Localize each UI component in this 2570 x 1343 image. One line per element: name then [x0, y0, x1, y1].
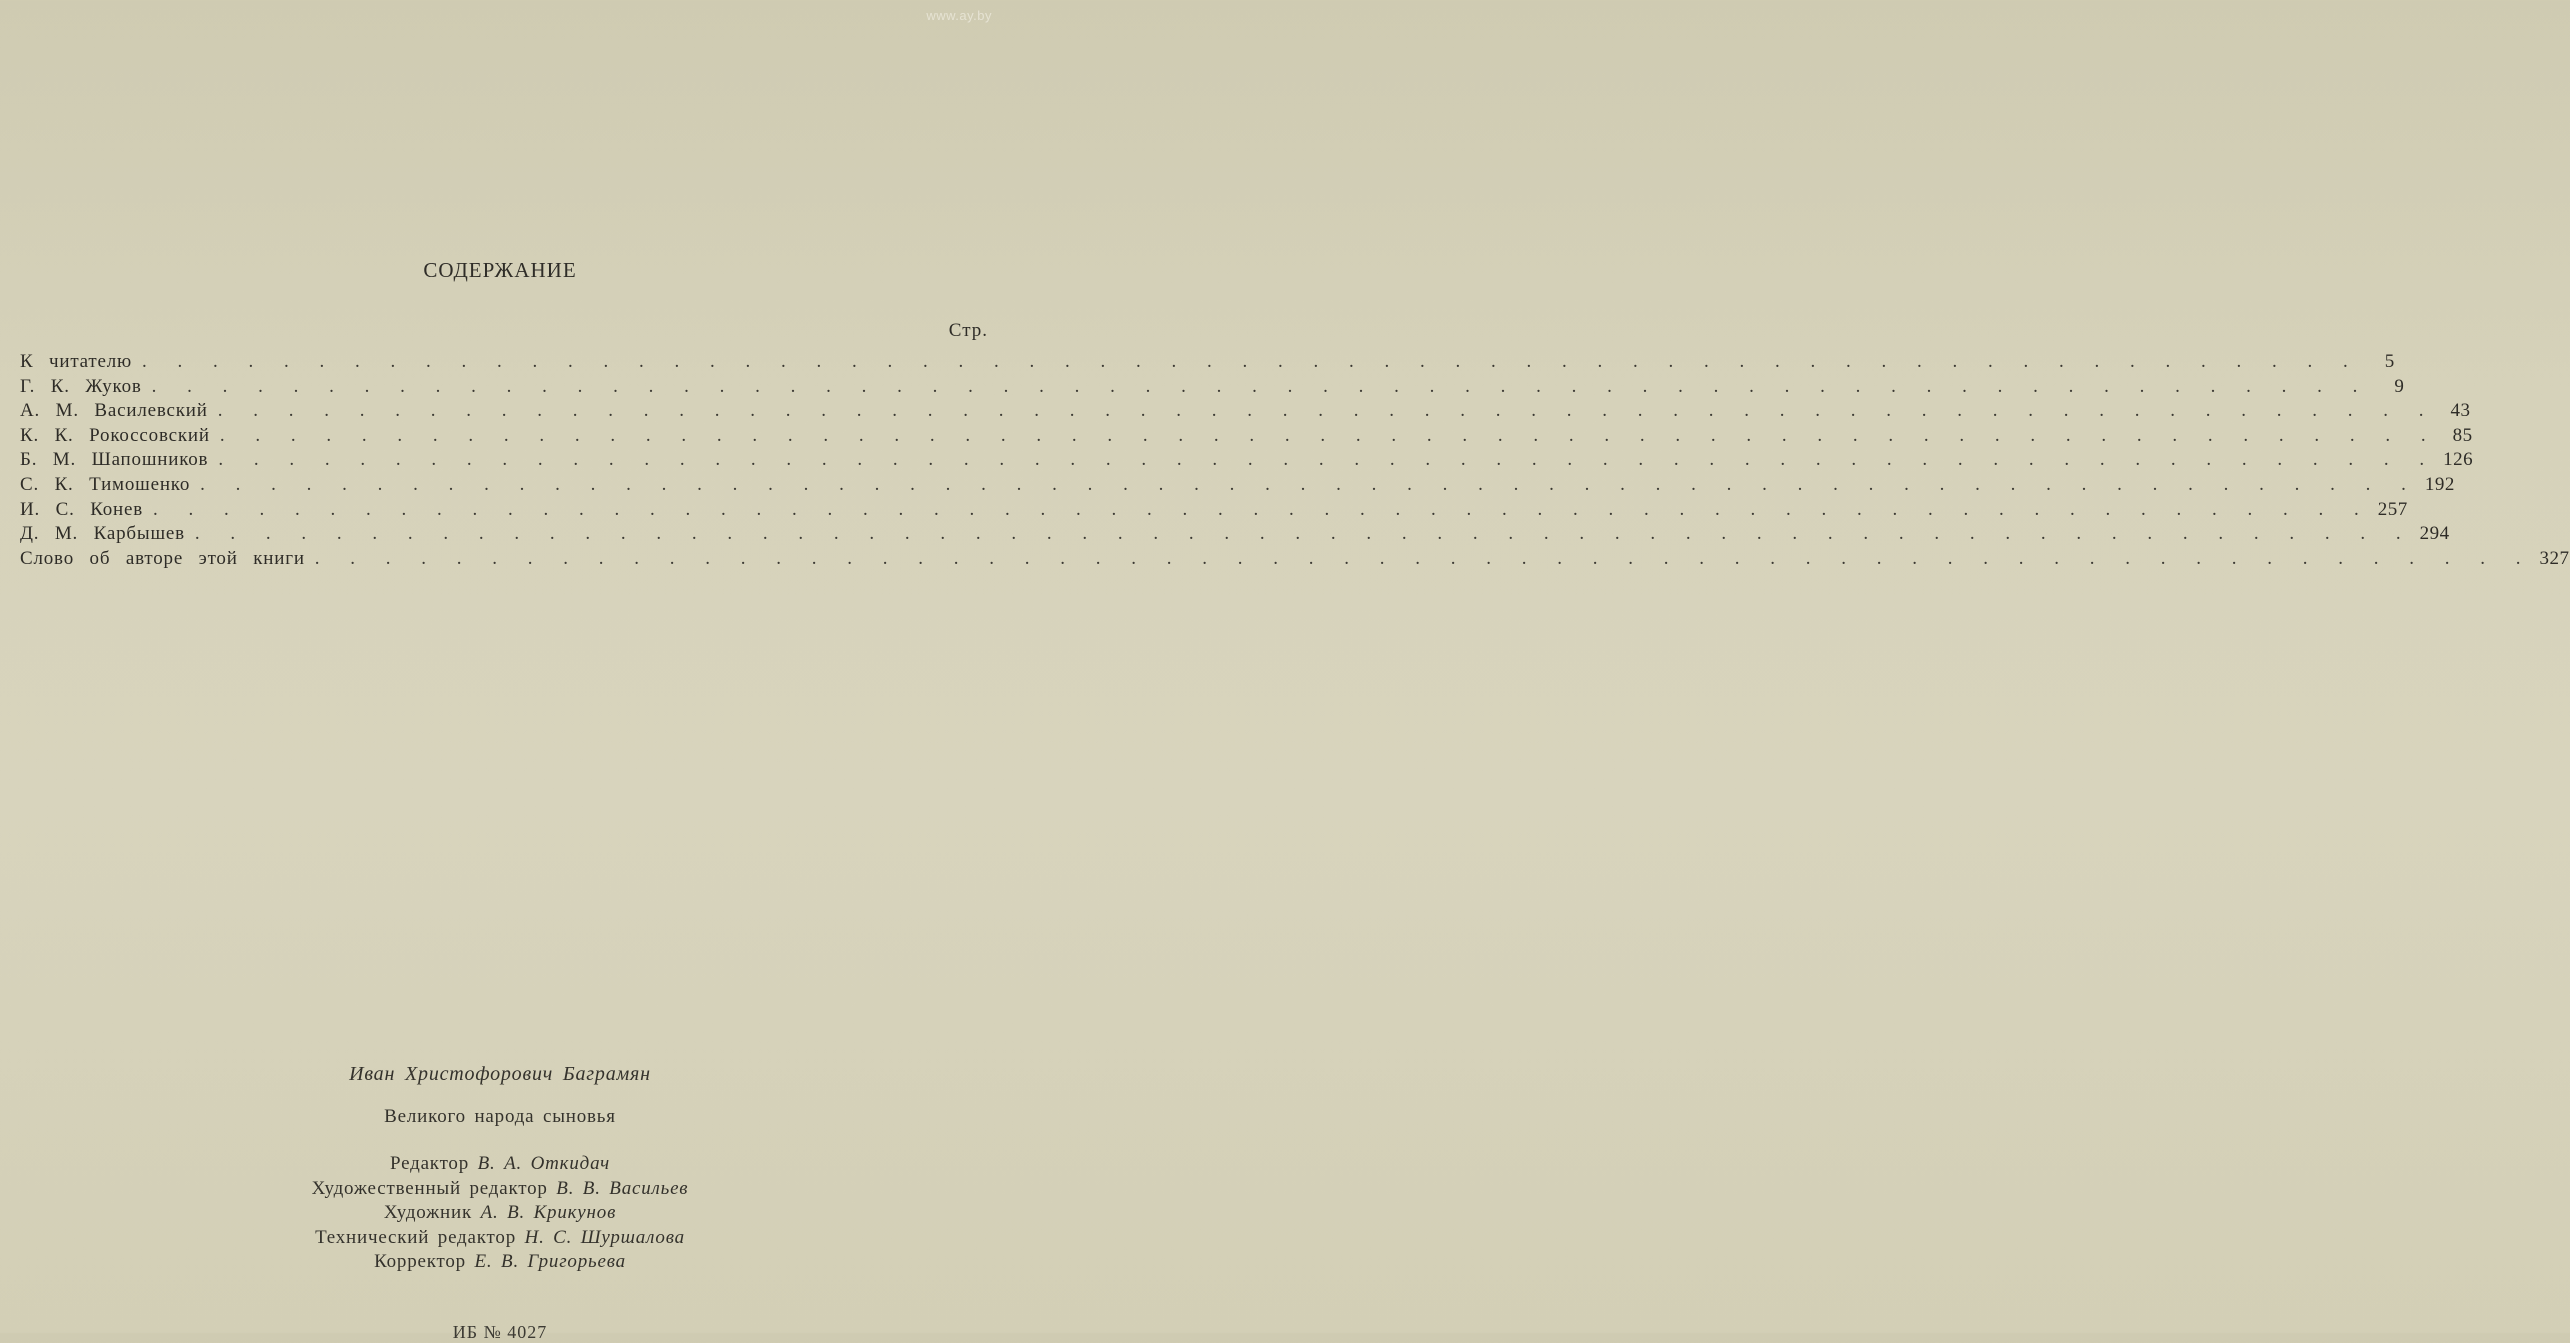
imprint-author: Иван Христофорович Баграмян [349, 1063, 651, 1085]
toc-entry [20, 351, 2395, 376]
toc-entry-page: 43 [2450, 400, 2471, 422]
toc-entry-name: С. К. Тимошенко [20, 473, 191, 495]
toc-entry-page: 294 [2419, 523, 2450, 545]
toc-entry-name: И. С. Конев [20, 498, 143, 520]
credit-line [0, 1227, 1000, 1252]
dot-leader: . . . . . . . . . . . . . . . . . . . . . . . . . . . . . . . . . . . . . . . . . . . . . . . . . . . . . . . . . . . . . . . [200, 473, 2419, 495]
credit-line [0, 1251, 1000, 1276]
toc-entry-page: 85 [2452, 424, 2473, 446]
credit-line [0, 1178, 1000, 1203]
toc-entry [20, 375, 2405, 401]
credit-role: Художник [383, 1202, 473, 1223]
toc-entry-page: 192 [2424, 473, 2455, 495]
page-column-label: Стр. [948, 320, 988, 341]
credit-role: Редактор [390, 1153, 470, 1174]
dot-leader: . . . . . . . . . . . . . . . . . . . . . . . . . . . . . . . . . . . . . . . . . . . . . . . . . . . . . . . . . . . . . . . [142, 351, 2361, 372]
toc-entry [20, 449, 2474, 474]
toc-entry-name: А. М. Василевский [20, 400, 208, 422]
toc-entry-name: К. К. Рокоссовский [20, 424, 210, 446]
imprint-credits [0, 1153, 1000, 1276]
table-of-contents [20, 351, 2570, 572]
dot-leader: . . . . . . . . . . . . . . . . . . . . . . . . . . . . . . . . . . . . . . . . . . . . . . . . . . . . . . . . . . . . . . . [314, 547, 2534, 569]
toc-entry-page: 327 [2539, 547, 2570, 569]
credit-role: Корректор [374, 1251, 466, 1272]
toc-entry-page: 257 [2377, 498, 2408, 520]
imprint-number: ИБ № 4027 [452, 1322, 548, 1342]
credit-line [0, 1153, 1000, 1178]
toc-entry-page: 126 [2443, 449, 2474, 471]
credit-person: А. В. Крикунов [480, 1202, 617, 1223]
credit-person: В. В. Васильев [556, 1177, 689, 1199]
watermark: www.ay.by [926, 8, 992, 23]
dot-leader: . . . . . . . . . . . . . . . . . . . . . . . . . . . . . . . . . . . . . . . . . . . . . . . . . . . . . . . . . . . . . . . [217, 400, 2437, 422]
toc-title: СОДЕРЖАНИЕ [423, 258, 577, 282]
credit-line [0, 1202, 1000, 1227]
toc-entry-page: 9 [2394, 375, 2405, 397]
toc-entry-name: Б. М. Шапошников [20, 449, 209, 471]
toc-entry-name: Д. М. Карбышев [20, 523, 185, 545]
dot-leader: . . . . . . . . . . . . . . . . . . . . . . . . . . . . . . . . . . . . . . . . . . . . . . . . . . . . . . . . . . . . . . . [153, 498, 2372, 520]
dot-leader: . . . . . . . . . . . . . . . . . . . . . . . . . . . . . . . . . . . . . . . . . . . . . . . . . . . . . . . . . . . . . . . [218, 449, 2438, 471]
toc-entry [20, 473, 2455, 499]
toc-entry-name: Слово об авторе этой книги [20, 547, 305, 569]
dot-leader: . . . . . . . . . . . . . . . . . . . . . . . . . . . . . . . . . . . . . . . . . . . . . . . . . . . . . . . . . . . . . . . [219, 424, 2439, 446]
credit-person: В. А. Откидач [477, 1153, 610, 1174]
toc-entry [20, 523, 2450, 548]
toc-entry [20, 498, 2408, 524]
credit-role: Технический редактор [315, 1226, 516, 1248]
toc-entry [20, 547, 2570, 573]
imprint-book-title: Великого народа сыновья [384, 1106, 616, 1127]
toc-entry-name: Г. К. Жуков [20, 375, 142, 397]
credit-person: Н. С. Шуршалова [524, 1226, 685, 1248]
credit-role: Художественный редактор [311, 1177, 548, 1199]
toc-entry-name: К читателю [20, 351, 133, 372]
dot-leader: . . . . . . . . . . . . . . . . . . . . . . . . . . . . . . . . . . . . . . . . . . . . . . . . . . . . . . . . . . . . . . . [194, 523, 2414, 545]
credit-person: Е. В. Григорьева [474, 1251, 626, 1272]
toc-entry-page: 5 [2384, 351, 2395, 372]
toc-entry [20, 400, 2471, 425]
dot-leader: . . . . . . . . . . . . . . . . . . . . . . . . . . . . . . . . . . . . . . . . . . . . . . . . . . . . . . . . . . . . . . . [151, 375, 2371, 397]
toc-entry [20, 424, 2473, 450]
